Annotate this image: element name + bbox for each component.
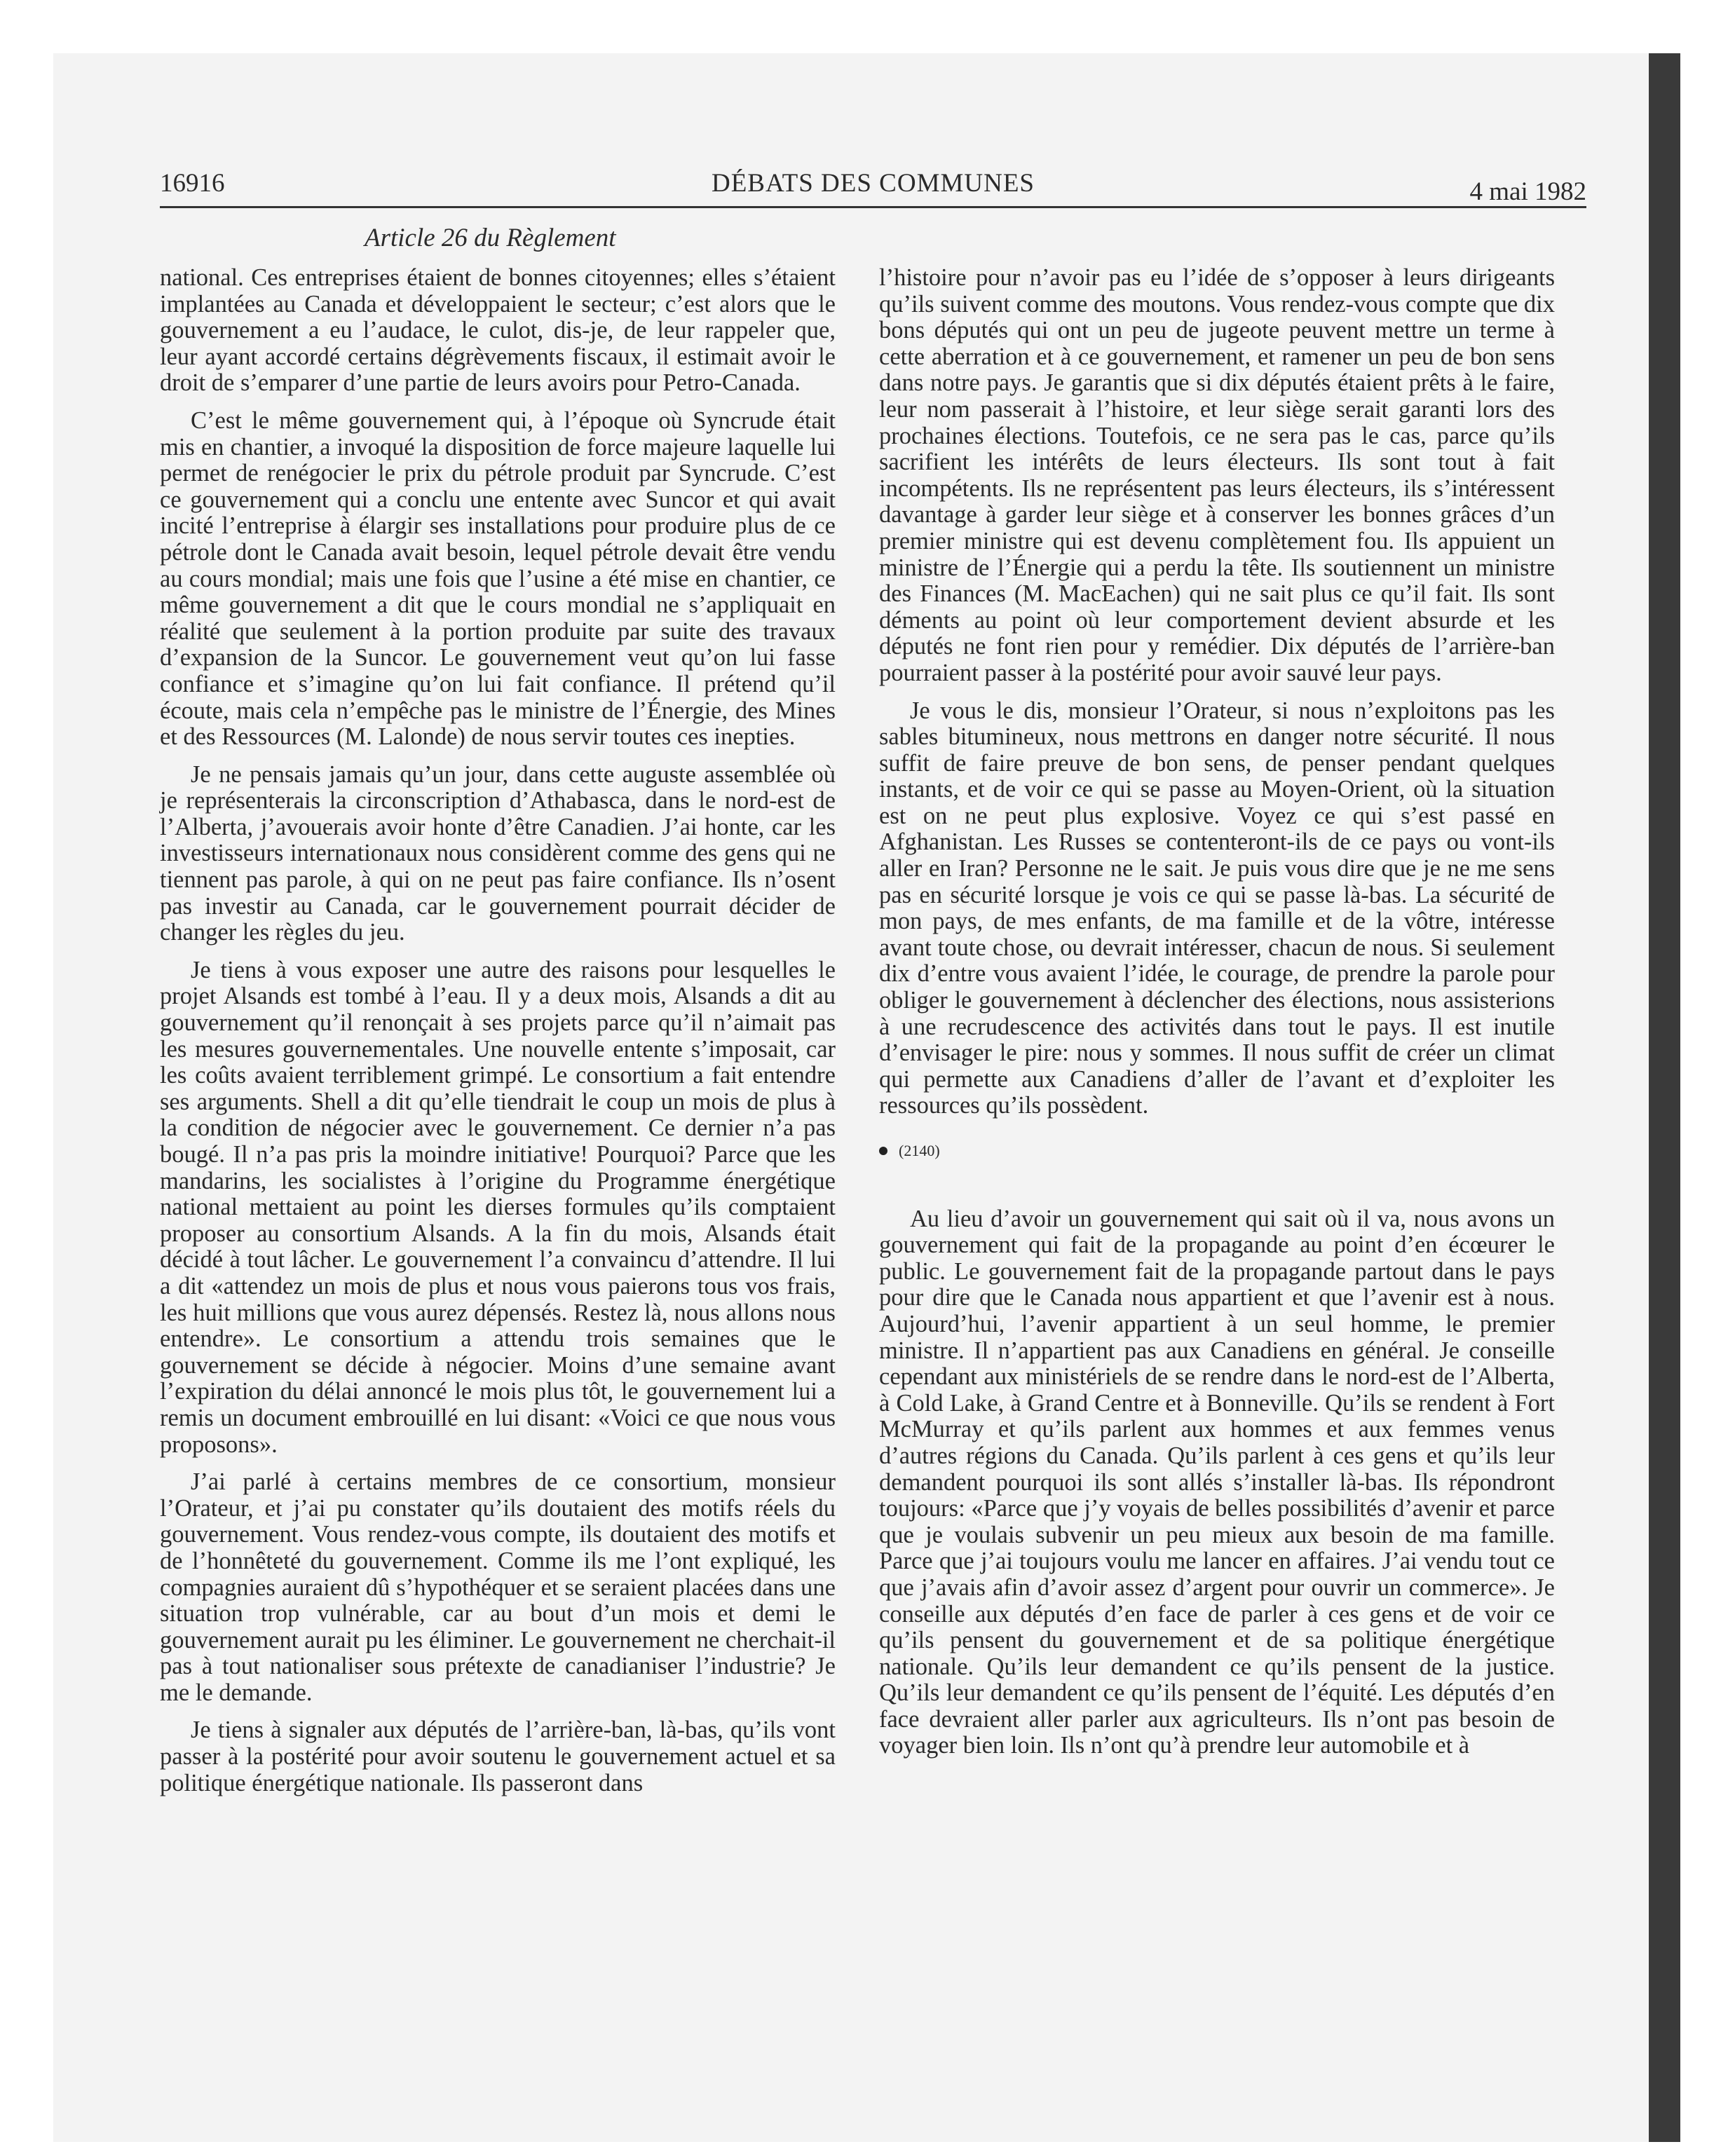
publication-title: DÉBATS DES COMMUNES — [711, 169, 1035, 198]
paragraph: l’histoire pour n’avoir pas eu l’idée de s’opposer à leurs dirigeants qu’ils suivent comme des moutons. Vous rendez-vous compte que dix bons députés qui ont un peu de jugeote peuvent mettre un terme à cette aberration et à ce gouvernement, et ramener un peu de bon sens dans notre pays. Je garantis que si dix députés étaient prêts à le faire, leur nom passerait à l’histoire, et leur siège serait garanti lors des prochaines élections. Toutefois, ce ne sera pas le cas, parce qu’ils sacrifient les intérêts de leurs électeurs. Ils sont tout à fait incompétents. Ils ne représentent pas leurs électeurs, ils s’intéressent davantage à garder leur siège et à conserver les bonnes grâces d’un premier ministre qui est devenu complètement fou. Ils appuient un ministre de l’Énergie qui a perdu la tête. Ils soutiennent un ministre des Finances (M. MacEachen) qui ne sait plus ce qu’il fait. Ils sont déments au point où leur comportement devient absurde et les députés ne font rien pour y remédier. Dix députés de l’arrière-ban pourraient passer à la postérité pour avoir sauvé leur pays. — [879, 264, 1555, 686]
binding-edge — [1649, 53, 1680, 2142]
paragraph: Je vous le dis, monsieur l’Orateur, si nous n’exploitons pas les sables bitumineux, nous mettrons en danger notre sécurité. Il nous suffit de faire preuve de bon sens, de penser pendant quelques instants, et de voir ce qui se passe au Moyen-Orient, où la situation est on ne peut plus explosive. Voyez ce qui s’est passé en Afghanistan. Les Russes se contenteront-ils de ce pays ou vont-ils aller en Iran? Personne ne le sait. Je puis vous dire que je ne me sens pas en sécurité lorsque je vois ce qui se passe là-bas. La sécurité de mon pays, de mes enfants, de ma famille et de la vôtre, intéresse avant toute chose, ou devrait intéresser, chacun de nous. Si seulement dix d’entre vous avaient l’idée, le courage, de prendre la parole pour obliger le gouvernement à déclencher des élections, nous assisterions à une recrudescence des activités dans tout le pays. Il est inutile d’envisager le pire: nous y sommes. Il nous suffit de créer un climat qui permette aux Canadiens d’aller de l’avant et d’exploiter les ressources qu’ils possèdent. — [879, 697, 1555, 1119]
bullet-icon — [879, 1147, 887, 1155]
paragraph: C’est le même gouvernement qui, à l’époque où Syncrude était mis en chantier, a invoqué la disposition de force majeure laquelle lui permet de renégocier le prix du pétrole produit par Syncrude. C’est ce gouvernement qui a conclu une entente avec Suncor et qui avait incité l’entreprise à élargir ses installations pour produire plus de ce pétrole dont le Canada avait besoin, lequel pétrole devait être vendu au cours mondial; mais une fois que l’usine a été mise en chantier, ce même gouvernement a dit que le cours mondial ne s’appliquait en réalité que seulement à la portion produite par suite des travaux d’expansion de la Suncor. Le gouvernement veut qu’on lui fasse confiance et s’imagine qu’on lui fait confiance. Il prétend qu’il écoute, mais cela n’empêche pas le ministre de l’Énergie, des Mines et des Ressources (M. Lalonde) de nous servir toutes ces inepties. — [160, 407, 836, 751]
paragraph: national. Ces entreprises étaient de bonnes citoyennes; elles s’étaient implantées au Canada et développaient le secteur; c’est alors que le gouvernement a eu l’audace, le culot, dis-je, de leur rappeler que, leur ayant accordé certains dégrèvements fiscaux, il estimait avoir le droit de s’emparer d’une partie de leurs avoirs pour Petro-Canada. — [160, 264, 836, 397]
paragraph: Je tiens à signaler aux députés de l’arrière-ban, là-bas, qu’ils vont passer à la postérité pour avoir soutenu le gouvernement actuel et sa politique énergétique nationale. Ils passeront dans — [160, 1717, 836, 1796]
page-header — [160, 165, 1586, 207]
page-date: 4 mai 1982 — [1469, 177, 1586, 206]
right-column — [879, 265, 1555, 1770]
paragraph: Au lieu d’avoir un gouvernement qui sait où il va, nous avons un gouvernement qui fait de la propagande au point d’en écœurer le public. Le gouvernement fait de la propagande partout dans le pays pour dire que le Canada nous appartient et que l’avenir est à nous. Aujourd’hui, l’avenir appartient à un seul homme, le premier ministre. Il n’appartient pas aux Canadiens en général. Je conseille cependant aux ministériels de se rendre dans le nord-est de l’Alberta, à Cold Lake, à Grand Centre et à Bonneville. Qu’ils se rendent à Fort McMurray et qu’ils parlent aux hommes et aux femmes venus d’autres régions du Canada. Qu’ils parlent à ces gens et qu’ils leur demandent pourquoi ils sont allés s’installer là-bas. Ils répondront toujours: «Parce que j’y voyais de belles possibilités d’avenir et parce que je voulais subvenir un peu mieux aux besoin de ma famille. Parce que j’ai toujours voulu me lancer en affaires. J’ai vendu tout ce que j’avais afin d’avoir assez d’argent pour ouvrir un commerce». Je conseille aux députés d’en face de parler à ces gens et de voir ce qu’ils pensent du gouvernement et de sa politique énergétique nationale. Qu’ils leur demandent ce qu’ils pensent de la justice. Qu’ils leur demandent ce qu’ils pensent de l’équité. Les députés d’en face devraient aller parler aux agriculteurs. Ils n’ont pas besoin de voyager bien loin. Ils n’ont qu’à prendre leur automobile et à — [879, 1205, 1555, 1759]
section-heading: Article 26 du Règlement — [365, 224, 616, 252]
time-marker-label: (2140) — [899, 1142, 940, 1159]
page-number: 16916 — [160, 169, 225, 198]
left-column — [160, 265, 836, 1808]
paragraph: J’ai parlé à certains membres de ce consortium, monsieur l’Orateur, et j’ai pu constater qu’ils doutaient des motifs réels du gouvernement. Vous rendez-vous compte, ils doutaient des motifs et de l’honnêteté du gouvernement. Comme ils me l’ont expliqué, les compagnies auraient dû s’hypothéquer et se seraient placées dans une situation trop vulnérable, car au bout d’un mois et demi le gouvernement aurait pu les éliminer. Le gouvernement ne cherchait-il pas à tout nationaliser sous prétexte de canadianiser l’industrie? Je me le demande. — [160, 1468, 836, 1706]
paragraph: Je tiens à vous exposer une autre des raisons pour lesquelles le projet Alsands est tombé à l’eau. Il y a deux mois, Alsands a dit au gouvernement qu’il renonçait à ses projets parce qu’il n’aimait pas les mesures gouvernementales. Une nouvelle entente s’imposait, car les coûts avaient terriblement grimpé. Le consortium a fait entendre ses arguments. Shell a dit qu’elle tiendrait le coup un mois de plus à la condition de négocier avec le gouvernement. Ce dernier n’a pas bougé. Il n’a pas pris la moindre initiative! Pourquoi? Parce que les mandarins, les socialistes à l’origine du Programme énergétique national mettaient au point les dierses formules qu’ils comptaient proposer au consortium Alsands. A la fin du mois, Alsands était décidé à tout lâcher. Le gouvernement l’a convaincu d’attendre. Il lui a dit «attendez un mois de plus et nous vous paierons tous vos frais, les huit millions que vous aurez dépensés. Restez là, nous allons nous entendre». Le consortium a attendu trois semaines que le gouvernement se décide à négocier. Moins d’une semaine avant l’expiration du délai annoncé le mois plus tôt, le gouvernement lui a remis un document embrouillé en lui disant: «Voici ce que nous vous proposons». — [160, 956, 836, 1458]
paragraph: Je ne pensais jamais qu’un jour, dans cette auguste assemblée où je représenterais la circonscription d’Athabasca, dans le nord-est de l’Alberta, j’avouerais avoir honte d’être Canadien. J’ai honte, car les investisseurs internationaux nous considèrent comme des gens qui ne tiennent pas parole, à qui on ne peut pas faire confiance. Ils n’osent pas investir au Canada, car le gouvernement pourrait décider de changer les règles du jeu. — [160, 760, 836, 946]
header-rule — [160, 206, 1586, 208]
time-marker — [879, 1138, 1555, 1164]
